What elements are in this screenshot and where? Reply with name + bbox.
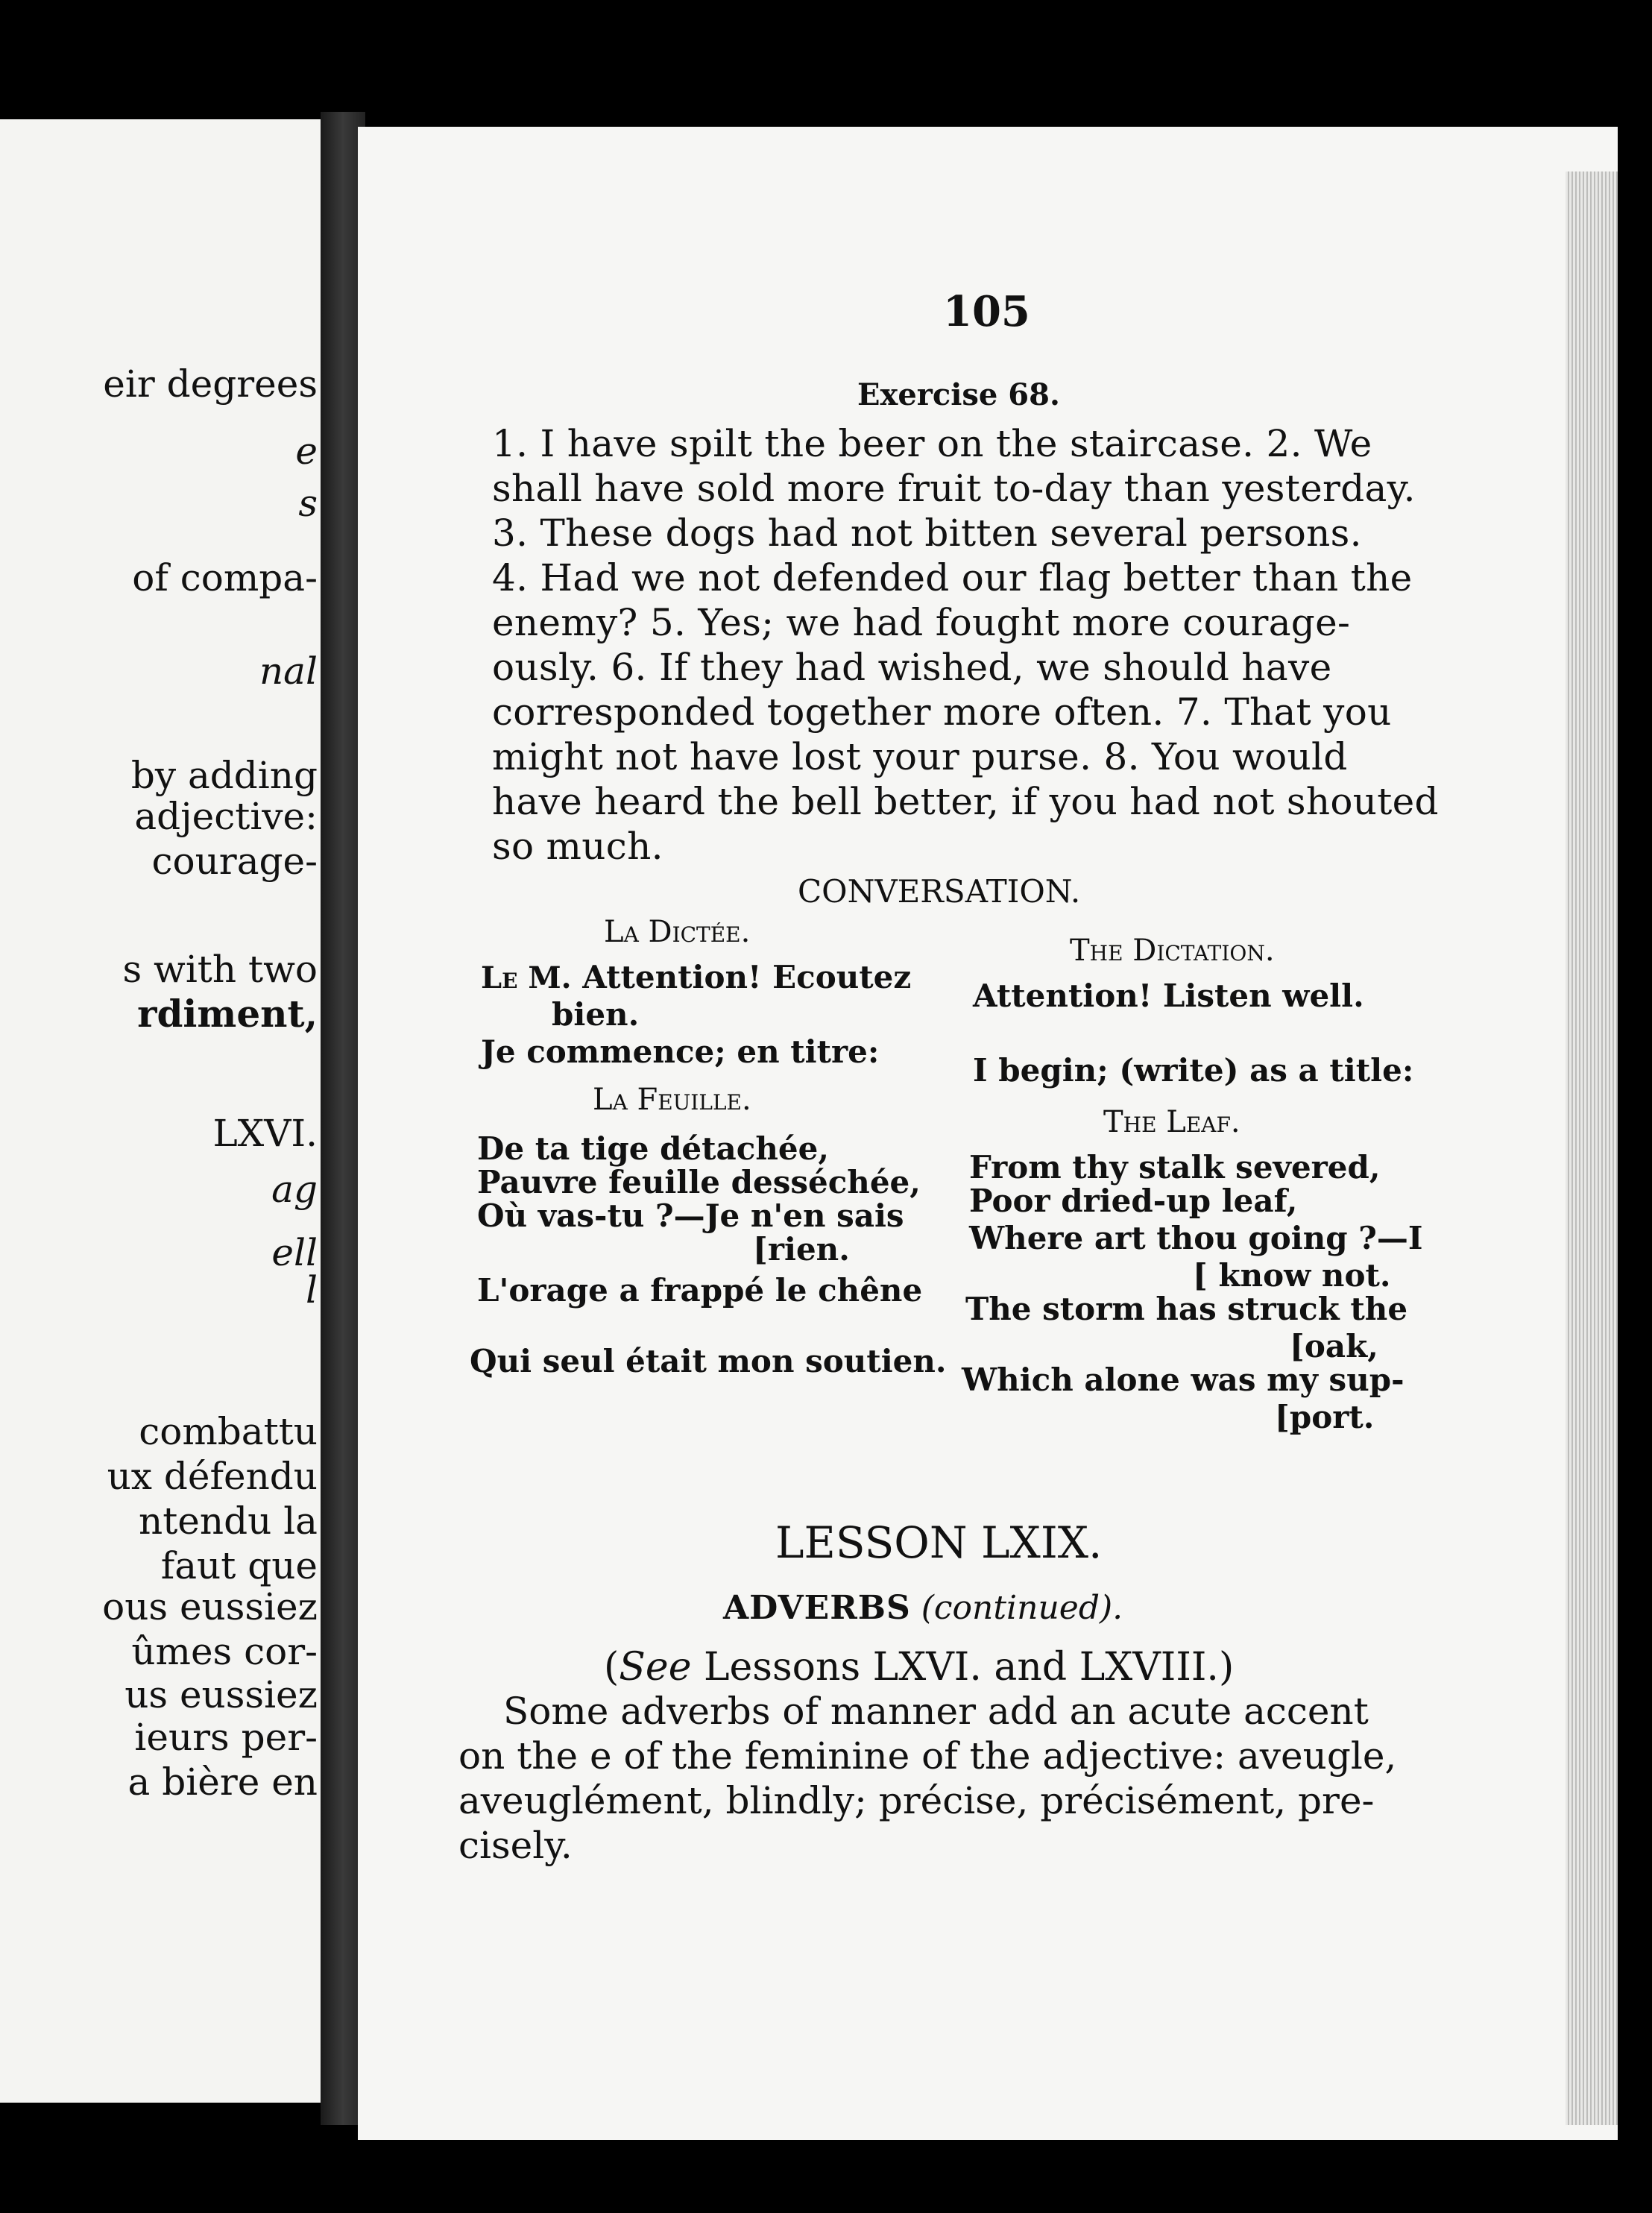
left-page-line: eir degrees bbox=[103, 362, 318, 406]
english-poem-line: Which alone was my sup- bbox=[962, 1362, 1404, 1398]
english-line: Attention! Listen well. bbox=[973, 978, 1364, 1014]
left-page-line: ell bbox=[271, 1231, 318, 1274]
french-line: Je commence; en titre: bbox=[481, 1033, 880, 1070]
english-poem-line: [oak, bbox=[1290, 1328, 1378, 1364]
english-poem-line: Poor dried-up leaf, bbox=[969, 1183, 1298, 1219]
section-title-bold: ADVERBS bbox=[723, 1589, 911, 1627]
left-page-line: rdiment, bbox=[137, 992, 318, 1036]
left-page-line: courage- bbox=[151, 840, 318, 883]
body-line: on the e of the feminine of the adjective: aveugle, bbox=[458, 1734, 1397, 1778]
left-page-line: s bbox=[298, 482, 318, 525]
left-page-line: ous eussiez bbox=[102, 1585, 318, 1628]
left-page-line: ag bbox=[271, 1168, 318, 1211]
see-prefix: ( bbox=[604, 1645, 620, 1690]
french-heading: La Dictée. bbox=[604, 915, 751, 949]
exercise-line: shall have sold more fruit to-day than yesterday. bbox=[492, 467, 1416, 510]
section-title-italic: (continued). bbox=[921, 1589, 1123, 1627]
english-poem-line: From thy stalk severed, bbox=[969, 1149, 1381, 1186]
page-edge bbox=[1566, 171, 1618, 2125]
see-word: See bbox=[619, 1645, 692, 1690]
see-lessons-note bbox=[604, 1645, 1235, 1690]
exercise-line: might not have lost your purse. 8. You would bbox=[492, 735, 1348, 778]
left-page-line: of compa- bbox=[132, 556, 318, 599]
exercise-line: 3. These dogs had not bitten several persons. bbox=[492, 511, 1362, 555]
french-poem-line: [rien. bbox=[753, 1231, 850, 1268]
english-line: I begin; (write) as a title: bbox=[973, 1052, 1414, 1089]
left-page-line: ux défendu bbox=[107, 1455, 318, 1498]
exercise-line: so much. bbox=[492, 825, 663, 868]
left-page-line: adjective: bbox=[134, 795, 318, 838]
left-page-line: us eussiez bbox=[124, 1673, 318, 1716]
english-poem-line: [port. bbox=[1275, 1399, 1375, 1435]
left-page-line: l bbox=[306, 1268, 318, 1312]
left-page-line: e bbox=[295, 429, 318, 473]
lesson-title: LESSON LXIX. bbox=[775, 1517, 1103, 1568]
left-page-line: LXVI. bbox=[212, 1112, 318, 1155]
french-poem-line: Où vas-tu ?—Je n'en sais bbox=[477, 1197, 904, 1234]
french-line: bien. bbox=[552, 996, 640, 1033]
exercise-line: enemy? 5. Yes; we had fought more courage- bbox=[492, 601, 1351, 644]
english-poem-line: The storm has struck the bbox=[965, 1291, 1408, 1327]
left-page-line: nal bbox=[259, 649, 318, 693]
left-page-line: ieurs per- bbox=[134, 1716, 318, 1759]
french-poem-line: Qui seul était mon soutien. bbox=[470, 1343, 947, 1379]
body-line: Some adverbs of manner add an acute accent bbox=[503, 1690, 1369, 1733]
section-title bbox=[723, 1589, 1123, 1627]
exercise-line: have heard the bell better, if you had not shouted bbox=[492, 780, 1439, 823]
exercise-line: 4. Had we not defended our flag better than the bbox=[492, 556, 1413, 599]
left-page-line: a bière en bbox=[127, 1760, 318, 1804]
french-poem-line: Pauvre feuille desséchée, bbox=[477, 1164, 921, 1200]
french-poem-line: De ta tige détachée, bbox=[477, 1130, 829, 1167]
left-page-line: faut que bbox=[160, 1544, 318, 1587]
exercise-line: ously. 6. If they had wished, we should have bbox=[492, 646, 1332, 689]
left-page-line: ntendu la bbox=[139, 1499, 318, 1543]
body-line: cisely. bbox=[458, 1824, 573, 1867]
left-page bbox=[0, 119, 323, 2103]
conversation-title: CONVERSATION. bbox=[798, 873, 1081, 910]
exercise-line: corresponded together more often. 7. That you bbox=[492, 690, 1392, 734]
page-number: 105 bbox=[943, 287, 1030, 336]
english-poem-line: [ know not. bbox=[1193, 1257, 1391, 1294]
left-page-line: ûmes cor- bbox=[131, 1630, 318, 1673]
french-line: Attention! Ecoutez bbox=[582, 959, 912, 995]
see-rest: Lessons LXVI. and LXVIII.) bbox=[691, 1645, 1235, 1690]
left-page-line: s with two bbox=[122, 948, 318, 991]
left-page-line: by adding bbox=[130, 754, 318, 797]
french-poem-title: La Feuille. bbox=[593, 1083, 751, 1117]
french-poem-line: L'orage a frappé le chêne bbox=[477, 1272, 923, 1309]
english-poem-title: The Leaf. bbox=[1103, 1105, 1240, 1139]
exercise-title: Exercise 68. bbox=[857, 377, 1060, 412]
exercise-line: 1. I have spilt the beer on the staircase. 2. We bbox=[492, 422, 1372, 465]
left-page-line: combattu bbox=[139, 1410, 318, 1453]
speaker-label: Le M. bbox=[481, 960, 572, 995]
body-line: aveuglément, blindly; précise, précisément, pre- bbox=[458, 1779, 1375, 1822]
english-poem-line: Where art thou going ?—I bbox=[969, 1220, 1423, 1256]
english-heading: The Dictation. bbox=[1070, 934, 1275, 968]
